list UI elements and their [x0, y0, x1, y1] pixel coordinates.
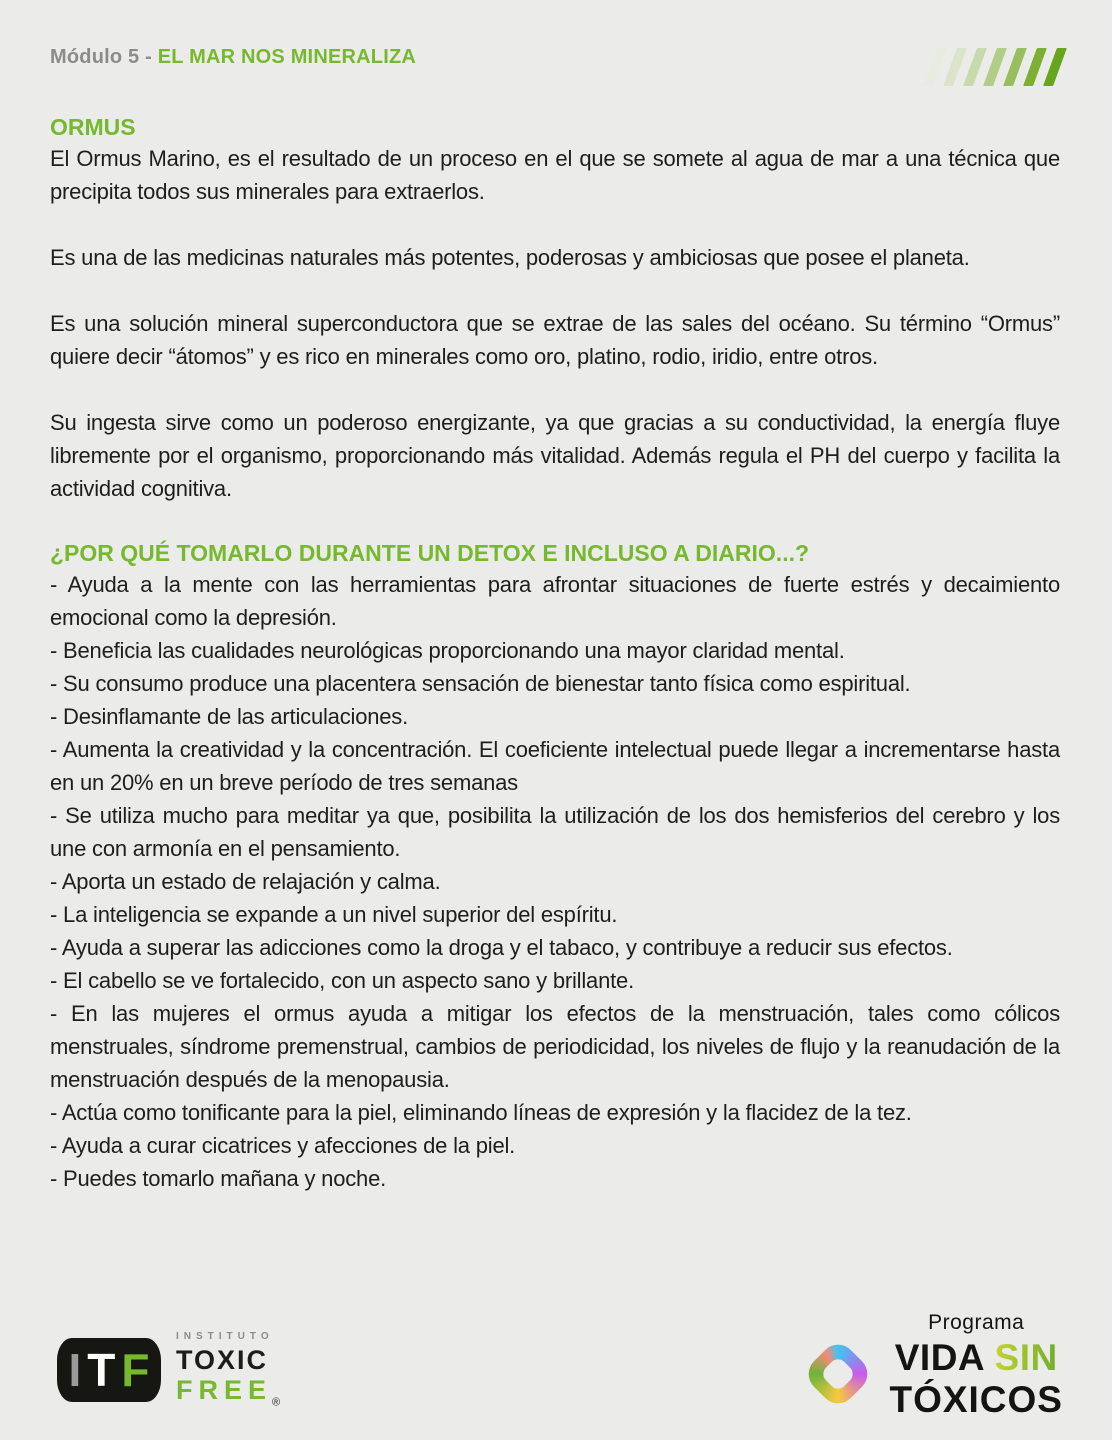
- stripe: [1023, 48, 1047, 86]
- toxicos-label: TÓXICOS: [889, 1379, 1063, 1420]
- vida-sin-label: [895, 1339, 1058, 1376]
- itf-letter-i: I: [68, 1344, 82, 1397]
- programa-label: Programa: [928, 1311, 1025, 1334]
- ormus-heading: ORMUS: [50, 114, 136, 140]
- list-item: - Su consumo produce una placentera sensación de bienestar tanto física como espiritual.: [50, 671, 911, 696]
- module-title: EL MAR NOS MINERALIZA: [157, 46, 417, 68]
- itf-letter-f: F: [121, 1344, 150, 1397]
- itf-logo: [57, 1332, 280, 1408]
- list-item: - Ayuda a la mente con las herramientas para afrontar situaciones de fuerte estrés y decaimiento emocional como la depresión.: [50, 572, 1060, 630]
- list-item: - Ayuda a superar las adicciones como la droga y el tabaco, y contribuye a reducir sus efectos.: [50, 935, 953, 960]
- list-item: - Aumenta la creatividad y la concentración. El coeficiente intelectual puede llegar a incrementarse hasta en un 20% en un breve período de tres semanas: [50, 737, 1060, 795]
- stripe: [983, 48, 1007, 86]
- list-item: - Beneficia las cualidades neurológicas proporcionando una mayor claridad mental.: [50, 638, 845, 663]
- itf-badge-icon: [57, 1338, 161, 1402]
- benefits-list: [50, 568, 1060, 1195]
- registered-mark: ®: [272, 1396, 281, 1409]
- section-heading: ¿POR QUÉ TOMARLO DURANTE UN DETOX E INCLUSO A DIARIO...?: [50, 540, 810, 566]
- page-header: [50, 46, 416, 69]
- list-item: - El cabello se ve fortalecido, con un aspecto sano y brillante.: [50, 968, 634, 993]
- document-content: [50, 112, 1060, 1195]
- itf-free-label: $FREE_®$: [176, 1375, 281, 1409]
- vida-sin-toxicos-wordmark: [889, 1312, 1063, 1418]
- vida-sin-toxicos-logo: [799, 1312, 1063, 1418]
- list-item: - La inteligencia se expande a un nivel superior del espíritu.: [50, 902, 618, 927]
- paragraph: Su ingesta sirve como un poderoso energizante, ya que gracias a su conductividad, la energía fluye libremente por el organismo, proporcionando más vitalidad. Además regula el PH del cuerpo y facilita la actividad cognitiva.: [50, 410, 1060, 501]
- vida-sin-toxicos-icon: [799, 1335, 877, 1413]
- stripe: [923, 48, 947, 86]
- itf-wordmark: [176, 1332, 280, 1408]
- itf-letter-t: T: [87, 1344, 116, 1397]
- paragraph: Es una de las medicinas naturales más potentes, poderosas y ambiciosas que posee el planeta.: [50, 245, 970, 270]
- list-item: - En las mujeres el ormus ayuda a mitigar los efectos de la menstruación, tales como cólicos menstruales, síndrome premenstrual, cambios de periodicidad, los niveles de flujo y la reanudación de la menstruación después de la menopausia.: [50, 1001, 1060, 1092]
- list-item: - Actúa como tonificante para la piel, eliminando líneas de expresión y la flacidez de la tez.: [50, 1100, 912, 1125]
- stripe: [1003, 48, 1027, 86]
- vida-word: VIDA: [894, 1337, 995, 1378]
- list-item: - Aporta un estado de relajación y calma.: [50, 869, 441, 894]
- itf-instituto-label: INSTITUTO: [176, 1331, 274, 1342]
- module-label: Módulo 5 -: [50, 46, 158, 68]
- paragraph: Es una solución mineral superconductora que se extrae de las sales del océano. Su término “Ormus” quiere decir “átomos” y es rico en minerales como oro, platino, rodio, iridio, entre otros.: [50, 311, 1060, 369]
- stripe: [943, 48, 967, 86]
- paragraph: El Ormus Marino, es el resultado de un proceso en el que se somete al agua de mar a una técnica que precipita todos sus minerales para extraerlos.: [50, 146, 1060, 204]
- stripe: [1043, 48, 1067, 86]
- decorative-stripes-icon: [920, 48, 1060, 86]
- sin-word: SIN: [994, 1337, 1058, 1378]
- list-item: - Ayuda a curar cicatrices y afecciones de la piel.: [50, 1133, 516, 1158]
- stripe: [963, 48, 987, 86]
- list-item: - Puedes tomarlo mañana y noche.: [50, 1166, 387, 1191]
- list-item: - Se utiliza mucho para meditar ya que, posibilita la utilización de los dos hemisferios del cerebro y los une con armonía en el pensamiento.: [50, 803, 1060, 861]
- list-item: - Desinflamante de las articulaciones.: [50, 704, 409, 729]
- itf-toxic-label: TOXIC: [176, 1345, 269, 1375]
